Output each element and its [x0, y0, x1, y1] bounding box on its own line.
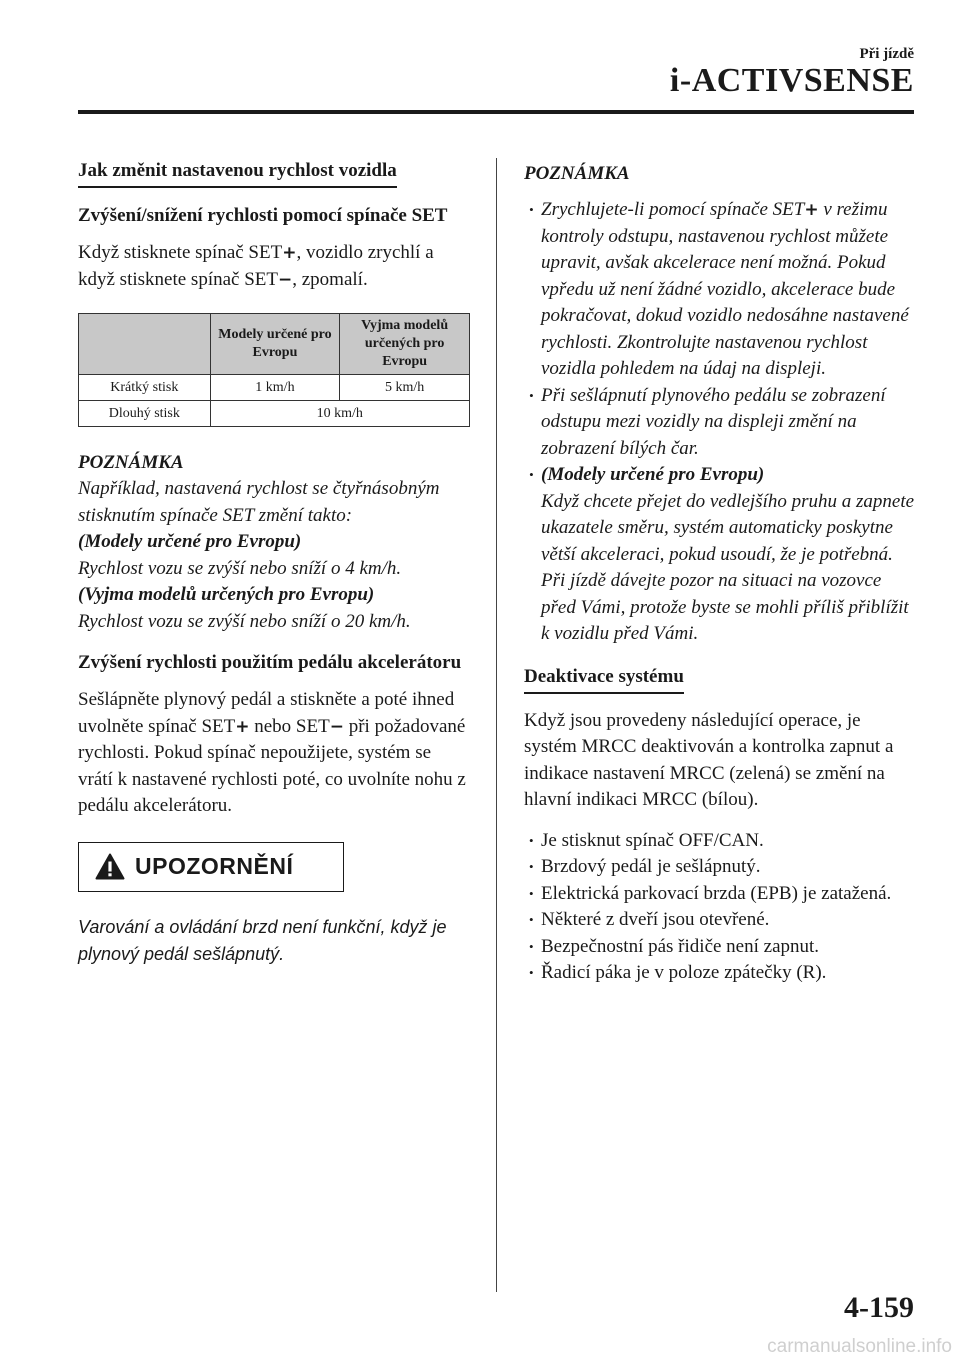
table-header-europe: Modely určené pro Evropu [210, 314, 340, 375]
column-divider [496, 158, 497, 1292]
list-item: • Je stisknut spínač OFF/CAN. [528, 828, 916, 855]
table-cell-long-press: Dlouhý stisk [79, 401, 211, 427]
list-item: • Řadicí páka je v poloze zpátečky (R). [528, 960, 916, 987]
heading-deactivation: Deaktivace systému [524, 666, 684, 694]
note-text-5: Rychlost vozu se zvýší nebo sníží o 20 km/h. [78, 610, 411, 632]
table-header-empty [79, 314, 211, 375]
deactivation-list [524, 828, 916, 987]
heading-change-speed: Jak změnit nastavenou rychlost vozidla [78, 160, 397, 188]
paragraph-pedal [78, 687, 470, 820]
note-europe-label: (Modely určené pro Evropu) [78, 531, 302, 552]
paragraph-pedal-text-c: při požadované rychlosti. Pokud spínač nepoužijete, systém se vrátí k nastavené rychlosti poté, co uvolníte nohu z pedálu akcelerátoru. [78, 715, 466, 816]
list-item: • Brzdový pedál je sešlápnutý. [528, 854, 916, 881]
note-title-left: POZNÁMKA [78, 452, 184, 473]
list-item: • Elektrická parkovací brzda (EPB) je zatažená. [528, 881, 916, 908]
note-bullet-2-text: Při sešlápnutí plynového pedálu se zobrazení odstupu mezi vozidly na displeji změní na zobrazení bílých čar. [541, 384, 886, 459]
caution-text: Varování a ovládání brzd není funkční, když je plynový pedál sešlápnutý. [78, 916, 447, 964]
heading-set-switch: Zvýšení/snížení rychlosti pomocí spínače SET [78, 205, 448, 226]
table-cell-short-non-europe: 5 km/h [340, 375, 470, 401]
list-item: • Některé z dveří jsou otevřené. [528, 907, 916, 934]
running-header-title: i-ACTIVSENSE [669, 62, 914, 99]
plus-sign-icon: + [235, 716, 250, 737]
caution-label: UPOZORNĚNÍ [135, 853, 294, 879]
paragraph-pedal-text-a: Sešlápněte plynový pedál a stiskněte a poté ihned uvolněte spínač SET [78, 689, 455, 737]
table-row [79, 375, 470, 401]
note-text-2 [78, 529, 470, 556]
speed-step-table [78, 313, 470, 427]
minus-sign-icon: − [329, 716, 344, 737]
paragraph-deactivation: Když jsou provedeny následující operace, je systém MRCC deaktivován a kontrolka zapnut a indikace nastavení MRCC (zelená) se změní na hlavní indikaci MRCC (bílou). [524, 709, 894, 810]
note-bullet-3-bold: (Modely určené pro Evropu) [541, 464, 765, 485]
warning-triangle-icon [95, 853, 125, 880]
heading-pedal: Zvýšení rychlosti použitím pedálu akcelerátoru [78, 652, 462, 673]
running-header-section: Při jízdě [859, 46, 914, 62]
table-cell-short-press: Krátký stisk [79, 375, 211, 401]
paragraph-pedal-text-b: nebo SET [249, 715, 330, 737]
note-text-1: Například, nastavená rychlost se čtyřnásobným stisknutím spínače SET změní takto: [78, 478, 440, 526]
table-cell-short-europe: 1 km/h [210, 375, 340, 401]
list-item [528, 383, 916, 463]
note-text-4 [78, 582, 470, 609]
note-bullet-3-text: Když chcete přejet do vedlejšího pruhu a zapnete ukazatele směru, systém automaticky poskytne větší akceleraci, pokud usoudí, že je potřebná. Při jízdě dávejte pozor na situaci na vozovce před Vámi, protože byste se mohli příliš přiblížit k vozidlu před Vámi. [541, 490, 915, 644]
watermark: carmanualsonline.info [767, 1336, 952, 1357]
table-header-row [79, 314, 470, 375]
note-bullet-1-text-b: v režimu kontroly odstupu, nastavenou rychlost můžete upravit, avšak akcelerace není možná. Pokud vpředu už není žádné vozidlo, akcelerace bude pokračovat, dokud vozidlo nedosáhne nastavené rychlosti. Zkontrolujte nastavenou rychlost vozidla pohledem na údaj na displeji. [541, 199, 909, 379]
table-cell-long-value: 10 km/h [210, 401, 469, 427]
paragraph-set-switch [78, 240, 470, 293]
note-title-right: POZNÁMKA [524, 163, 630, 184]
right-column [524, 160, 916, 987]
note-non-europe-label: (Vyjma modelů určených pro Evropu) [78, 584, 375, 605]
note-text-3: Rychlost vozu se zvýší nebo sníží o 4 km/h. [78, 557, 402, 579]
caution-box [78, 842, 344, 892]
header-rule [78, 110, 914, 114]
list-item [528, 462, 916, 648]
paragraph-set-text-c: , zpomalí. [292, 268, 368, 290]
minus-sign-icon: − [278, 269, 293, 290]
list-item: • Bezpečnostní pás řidiče není zapnut. [528, 934, 916, 961]
page-number: 4-159 [844, 1291, 914, 1324]
paragraph-set-text-b: , vozidlo zrychlí a když stisknete spínač SET [78, 242, 434, 290]
note-bullet-list [524, 197, 916, 648]
table-row [79, 401, 470, 427]
left-column [78, 160, 470, 968]
plus-sign-icon: + [282, 243, 297, 263]
note-bullet-1-text-a: Zrychlujete-li pomocí spínače SET [541, 199, 805, 220]
plus-sign-icon: + [804, 200, 819, 220]
table-header-non-europe: Vyjma modelů určených pro Evropu [340, 314, 470, 375]
list-item [528, 197, 916, 383]
paragraph-set-text-a: Když stisknete spínač SET [78, 242, 283, 263]
